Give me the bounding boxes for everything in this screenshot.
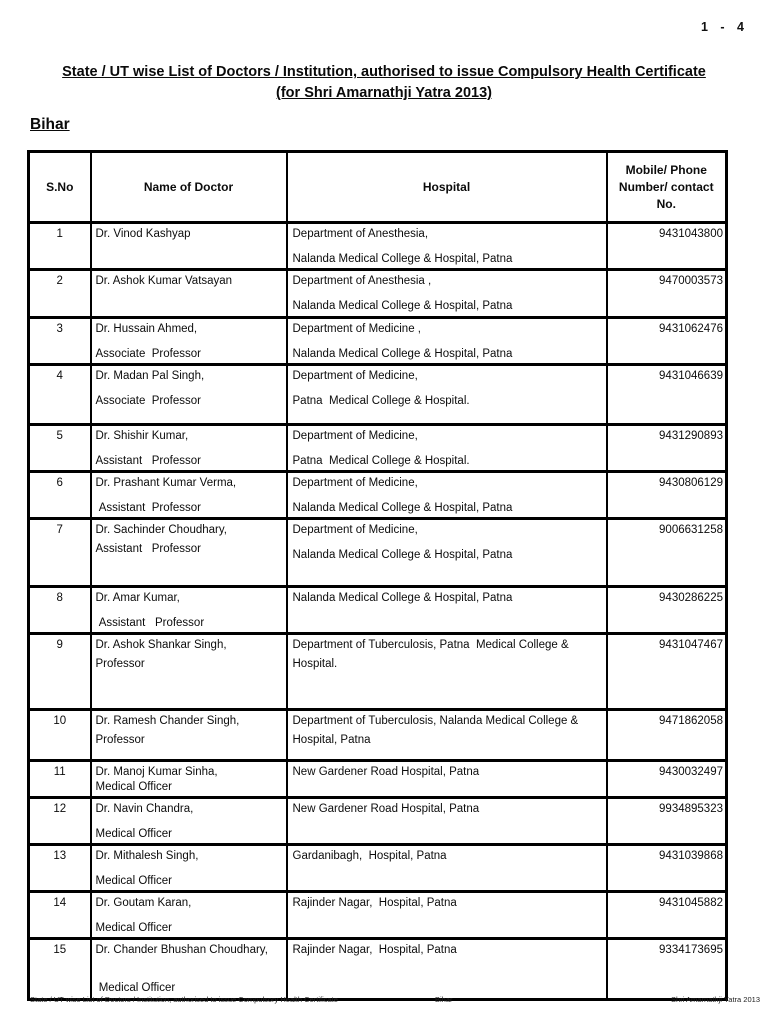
doctor-name-line: Assistant Professor	[95, 543, 201, 555]
row-serial-number: 3	[29, 318, 91, 365]
hospital-line: Patna Medical College & Hospital.	[292, 455, 470, 467]
hospital-line: Department of Medicine,	[292, 477, 418, 489]
row-hospital	[287, 845, 607, 892]
hospital-line: Department of Tuberculosis, Patna Medical College &	[292, 639, 569, 651]
row-serial-number: 5	[29, 425, 91, 472]
column-header-hospital: Hospital	[287, 152, 607, 223]
table-header	[29, 152, 727, 223]
row-doctor-name	[91, 939, 287, 1000]
row-phone-number: 9431047467	[607, 634, 727, 710]
table-body	[29, 223, 727, 1000]
document-title	[0, 62, 768, 104]
row-phone-number: 9471862058	[607, 710, 727, 761]
hospital-line: Nalanda Medical College & Hospital, Patna	[292, 502, 513, 514]
row-hospital	[287, 472, 607, 519]
row-doctor-name	[91, 365, 287, 425]
hospital-line: Department of Medicine,	[292, 430, 418, 442]
hospital-line: Nalanda Medical College & Hospital, Patna	[292, 549, 513, 561]
row-doctor-name	[91, 761, 287, 798]
table-row	[29, 761, 727, 798]
hospital-line: New Gardener Road Hospital, Patna	[292, 803, 480, 815]
row-serial-number: 6	[29, 472, 91, 519]
footer-yatra-name: Shri Amarnathji Yatra 2013	[671, 995, 760, 1004]
row-hospital	[287, 892, 607, 939]
doctor-name-line: Assistant Professor	[95, 455, 201, 467]
row-phone-number: 9431043800	[607, 223, 727, 270]
row-doctor-name	[91, 587, 287, 634]
hospital-line: Nalanda Medical College & Hospital, Patna	[292, 300, 513, 312]
row-hospital	[287, 798, 607, 845]
doctor-name-line: Associate Professor	[95, 395, 201, 407]
section-heading-state: Bihar	[30, 116, 70, 133]
footer-document-title: State / UT wise List of Doctors / Institution, authorised to issue Compulsory Health Certificate	[30, 995, 338, 1004]
table-row	[29, 472, 727, 519]
table-row	[29, 634, 727, 710]
row-hospital	[287, 710, 607, 761]
hospital-line: Department of Medicine ,	[292, 323, 421, 335]
hospital-line: Nalanda Medical College & Hospital, Patna	[292, 592, 513, 604]
doctor-name-line: Medical Officer	[95, 781, 172, 793]
doctor-name-line: Dr. Navin Chandra,	[95, 803, 194, 815]
column-header-sno: S.No	[29, 152, 91, 223]
doctor-name-line: Medical Officer	[95, 828, 172, 840]
row-serial-number: 2	[29, 270, 91, 318]
hospital-line: Department of Medicine,	[292, 370, 418, 382]
doctor-name-line: Professor	[95, 658, 145, 670]
table-row	[29, 223, 727, 270]
row-serial-number: 10	[29, 710, 91, 761]
doctor-name-line: Medical Officer	[95, 982, 176, 994]
doctor-name-line: Dr. Ashok Kumar Vatsayan	[95, 275, 233, 287]
hospital-line: Department of Tuberculosis, Nalanda Medical College &	[292, 715, 579, 727]
doctor-name-line: Medical Officer	[95, 922, 172, 934]
doctor-name-line: Dr. Sachinder Choudhary,	[95, 524, 227, 536]
table-row	[29, 845, 727, 892]
footer-state-name: Bihar	[435, 995, 453, 1004]
row-doctor-name	[91, 472, 287, 519]
row-doctor-name	[91, 270, 287, 318]
doctor-name-line: Assistant Professor	[95, 502, 201, 514]
hospital-line: Department of Medicine,	[292, 524, 418, 536]
doctor-name-line: Dr. Shishir Kumar,	[95, 430, 189, 442]
row-hospital	[287, 761, 607, 798]
doctor-name-line: Dr. Mithalesh Singh,	[95, 850, 199, 862]
hospital-line: Patna Medical College & Hospital.	[292, 395, 470, 407]
doctor-name-line: Dr. Hussain Ahmed,	[95, 323, 198, 335]
table-row	[29, 519, 727, 587]
table-row	[29, 270, 727, 318]
hospital-line: Rajinder Nagar, Hospital, Patna	[292, 897, 457, 909]
title-line-1: State / UT wise List of Doctors / Institution, authorised to issue Compulsory Health Certificate	[62, 64, 706, 80]
hospital-line: Gardanibagh, Hospital, Patna	[292, 850, 447, 862]
table-row	[29, 587, 727, 634]
row-doctor-name	[91, 223, 287, 270]
doctor-name-line: Associate Professor	[95, 348, 201, 360]
row-phone-number: 9006631258	[607, 519, 727, 587]
row-serial-number: 15	[29, 939, 91, 1000]
table-row	[29, 365, 727, 425]
hospital-line: Nalanda Medical College & Hospital, Patna	[292, 253, 513, 265]
row-hospital	[287, 587, 607, 634]
doctor-name-line: Dr. Ramesh Chander Singh,	[95, 715, 240, 727]
row-phone-number: 9934895323	[607, 798, 727, 845]
page-number: 1 - 4	[700, 20, 744, 34]
row-hospital	[287, 939, 607, 1000]
row-phone-number: 9431046639	[607, 365, 727, 425]
row-phone-number: 9470003573	[607, 270, 727, 318]
hospital-line: Rajinder Nagar, Hospital, Patna	[292, 944, 457, 956]
table-row	[29, 710, 727, 761]
title-line-2: (for Shri Amarnathji Yatra 2013)	[276, 85, 492, 101]
doctor-name-line: Assistant Professor	[95, 617, 205, 629]
row-hospital	[287, 270, 607, 318]
doctor-name-line: Dr. Madan Pal Singh,	[95, 370, 205, 382]
row-doctor-name	[91, 845, 287, 892]
row-doctor-name	[91, 798, 287, 845]
column-header-mobile-phone: Mobile/ Phone Number/ contact No.	[607, 152, 727, 223]
hospital-line: Hospital.	[292, 658, 338, 670]
row-phone-number: 9431290893	[607, 425, 727, 472]
doctor-name-line: Medical Officer	[95, 875, 172, 887]
hospital-line: Hospital, Patna	[292, 734, 371, 746]
doctor-name-line: Dr. Goutam Karan,	[95, 897, 192, 909]
row-doctor-name	[91, 519, 287, 587]
row-serial-number: 7	[29, 519, 91, 587]
row-phone-number: 9431045882	[607, 892, 727, 939]
row-phone-number: 9430032497	[607, 761, 727, 798]
row-serial-number: 9	[29, 634, 91, 710]
doctors-table	[27, 150, 728, 1001]
row-phone-number: 9430286225	[607, 587, 727, 634]
doctor-name-line: Dr. Chander Bhushan Choudhary,	[95, 944, 268, 956]
row-doctor-name	[91, 318, 287, 365]
doctor-name-line: Dr. Vinod Kashyap	[95, 228, 191, 240]
row-serial-number: 1	[29, 223, 91, 270]
row-hospital	[287, 425, 607, 472]
row-serial-number: 13	[29, 845, 91, 892]
row-phone-number: 9334173695	[607, 939, 727, 1000]
doctor-name-line: Dr. Prashant Kumar Verma,	[95, 477, 237, 489]
row-doctor-name	[91, 634, 287, 710]
doctor-name-line: Dr. Amar Kumar,	[95, 592, 180, 604]
row-phone-number: 9431062476	[607, 318, 727, 365]
column-header-name-of-doctor: Name of Doctor	[91, 152, 287, 223]
page-footer	[30, 995, 760, 1007]
hospital-line: Department of Anesthesia,	[292, 228, 429, 240]
hospital-line: Department of Anesthesia ,	[292, 275, 432, 287]
row-hospital	[287, 365, 607, 425]
table-row	[29, 425, 727, 472]
row-doctor-name	[91, 425, 287, 472]
doctor-name-line: Dr. Ashok Shankar Singh,	[95, 639, 227, 651]
row-hospital	[287, 318, 607, 365]
row-serial-number: 11	[29, 761, 91, 798]
table-row	[29, 892, 727, 939]
table-header-row	[29, 152, 727, 223]
row-serial-number: 14	[29, 892, 91, 939]
doctor-name-line: Professor	[95, 734, 145, 746]
hospital-line: Nalanda Medical College & Hospital, Patna	[292, 348, 513, 360]
row-serial-number: 12	[29, 798, 91, 845]
hospital-line: New Gardener Road Hospital, Patna	[292, 766, 480, 778]
row-phone-number: 9431039868	[607, 845, 727, 892]
table-row	[29, 939, 727, 1000]
table-row	[29, 798, 727, 845]
row-hospital	[287, 519, 607, 587]
row-serial-number: 4	[29, 365, 91, 425]
row-doctor-name	[91, 710, 287, 761]
row-hospital	[287, 634, 607, 710]
row-hospital	[287, 223, 607, 270]
row-phone-number: 9430806129	[607, 472, 727, 519]
row-doctor-name	[91, 892, 287, 939]
doctor-name-line: Dr. Manoj Kumar Sinha,	[95, 766, 218, 778]
row-serial-number: 8	[29, 587, 91, 634]
table-row	[29, 318, 727, 365]
